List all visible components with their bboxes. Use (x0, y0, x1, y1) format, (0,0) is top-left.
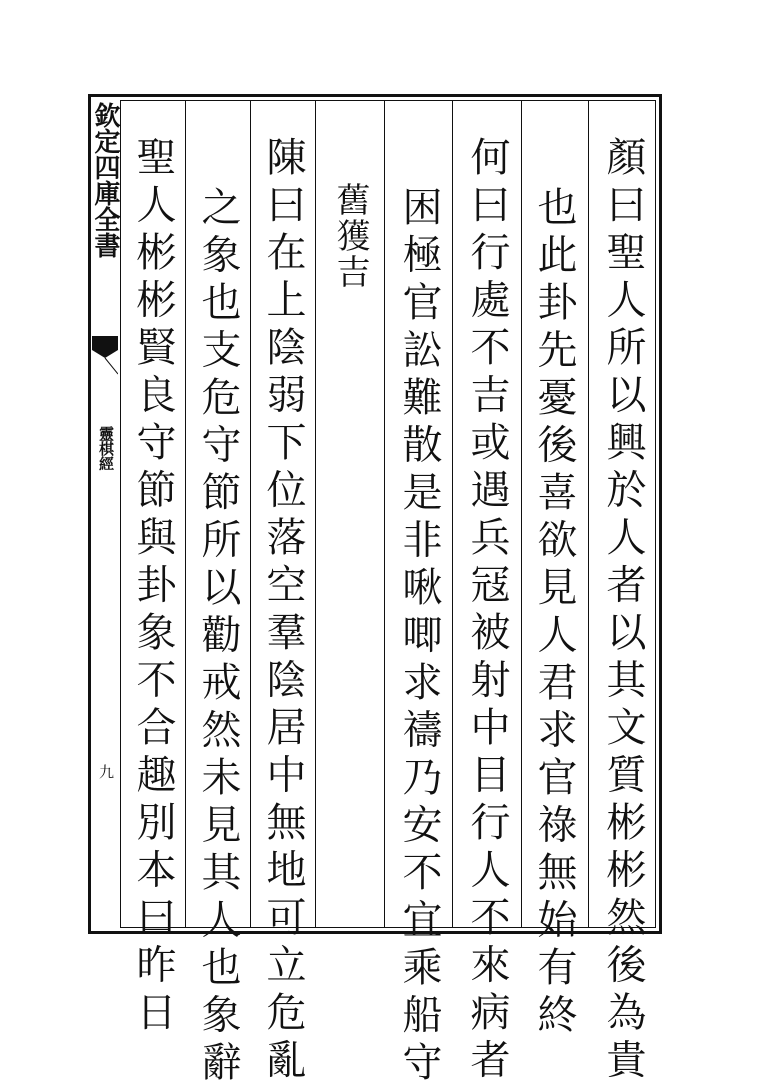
text-column-2: 也此卦先憂後喜欲見人君求官祿無始有終 (531, 186, 577, 1041)
book-title: 欽定四庫全書 (90, 102, 120, 258)
text-column-8: 聖人彬彬賢良守節與卦象不合趣別本曰昨日 (130, 136, 176, 1039)
column-rule (384, 100, 385, 928)
text-column-3: 何曰行處不吉或遇兵冦被射中目行人不來病者 (464, 136, 510, 1086)
column-rule (452, 100, 453, 928)
text-column-6: 陳曰在上陰弱下位落空羣陰居中無地可立危亂 (260, 136, 306, 1086)
column-rule (315, 100, 316, 928)
sub-title: 靈棋經 (97, 426, 115, 471)
fish-tail-mark-icon (92, 336, 118, 376)
column-rule (588, 100, 589, 928)
margin-column (90, 96, 120, 932)
text-column-1: 顏曰聖人所以興於人者以其文質彬彬然後為貴 (600, 136, 646, 1086)
text-column-7: 之象也支危守節所以勸戒然未見其人也象辭 (195, 186, 241, 1089)
text-column-5: 舊獲吉 (330, 182, 370, 290)
text-column-4: 困極官訟難散是非啾唧求禱乃安不宜乘船守 (396, 186, 442, 1089)
page-number: 九 (97, 764, 115, 779)
